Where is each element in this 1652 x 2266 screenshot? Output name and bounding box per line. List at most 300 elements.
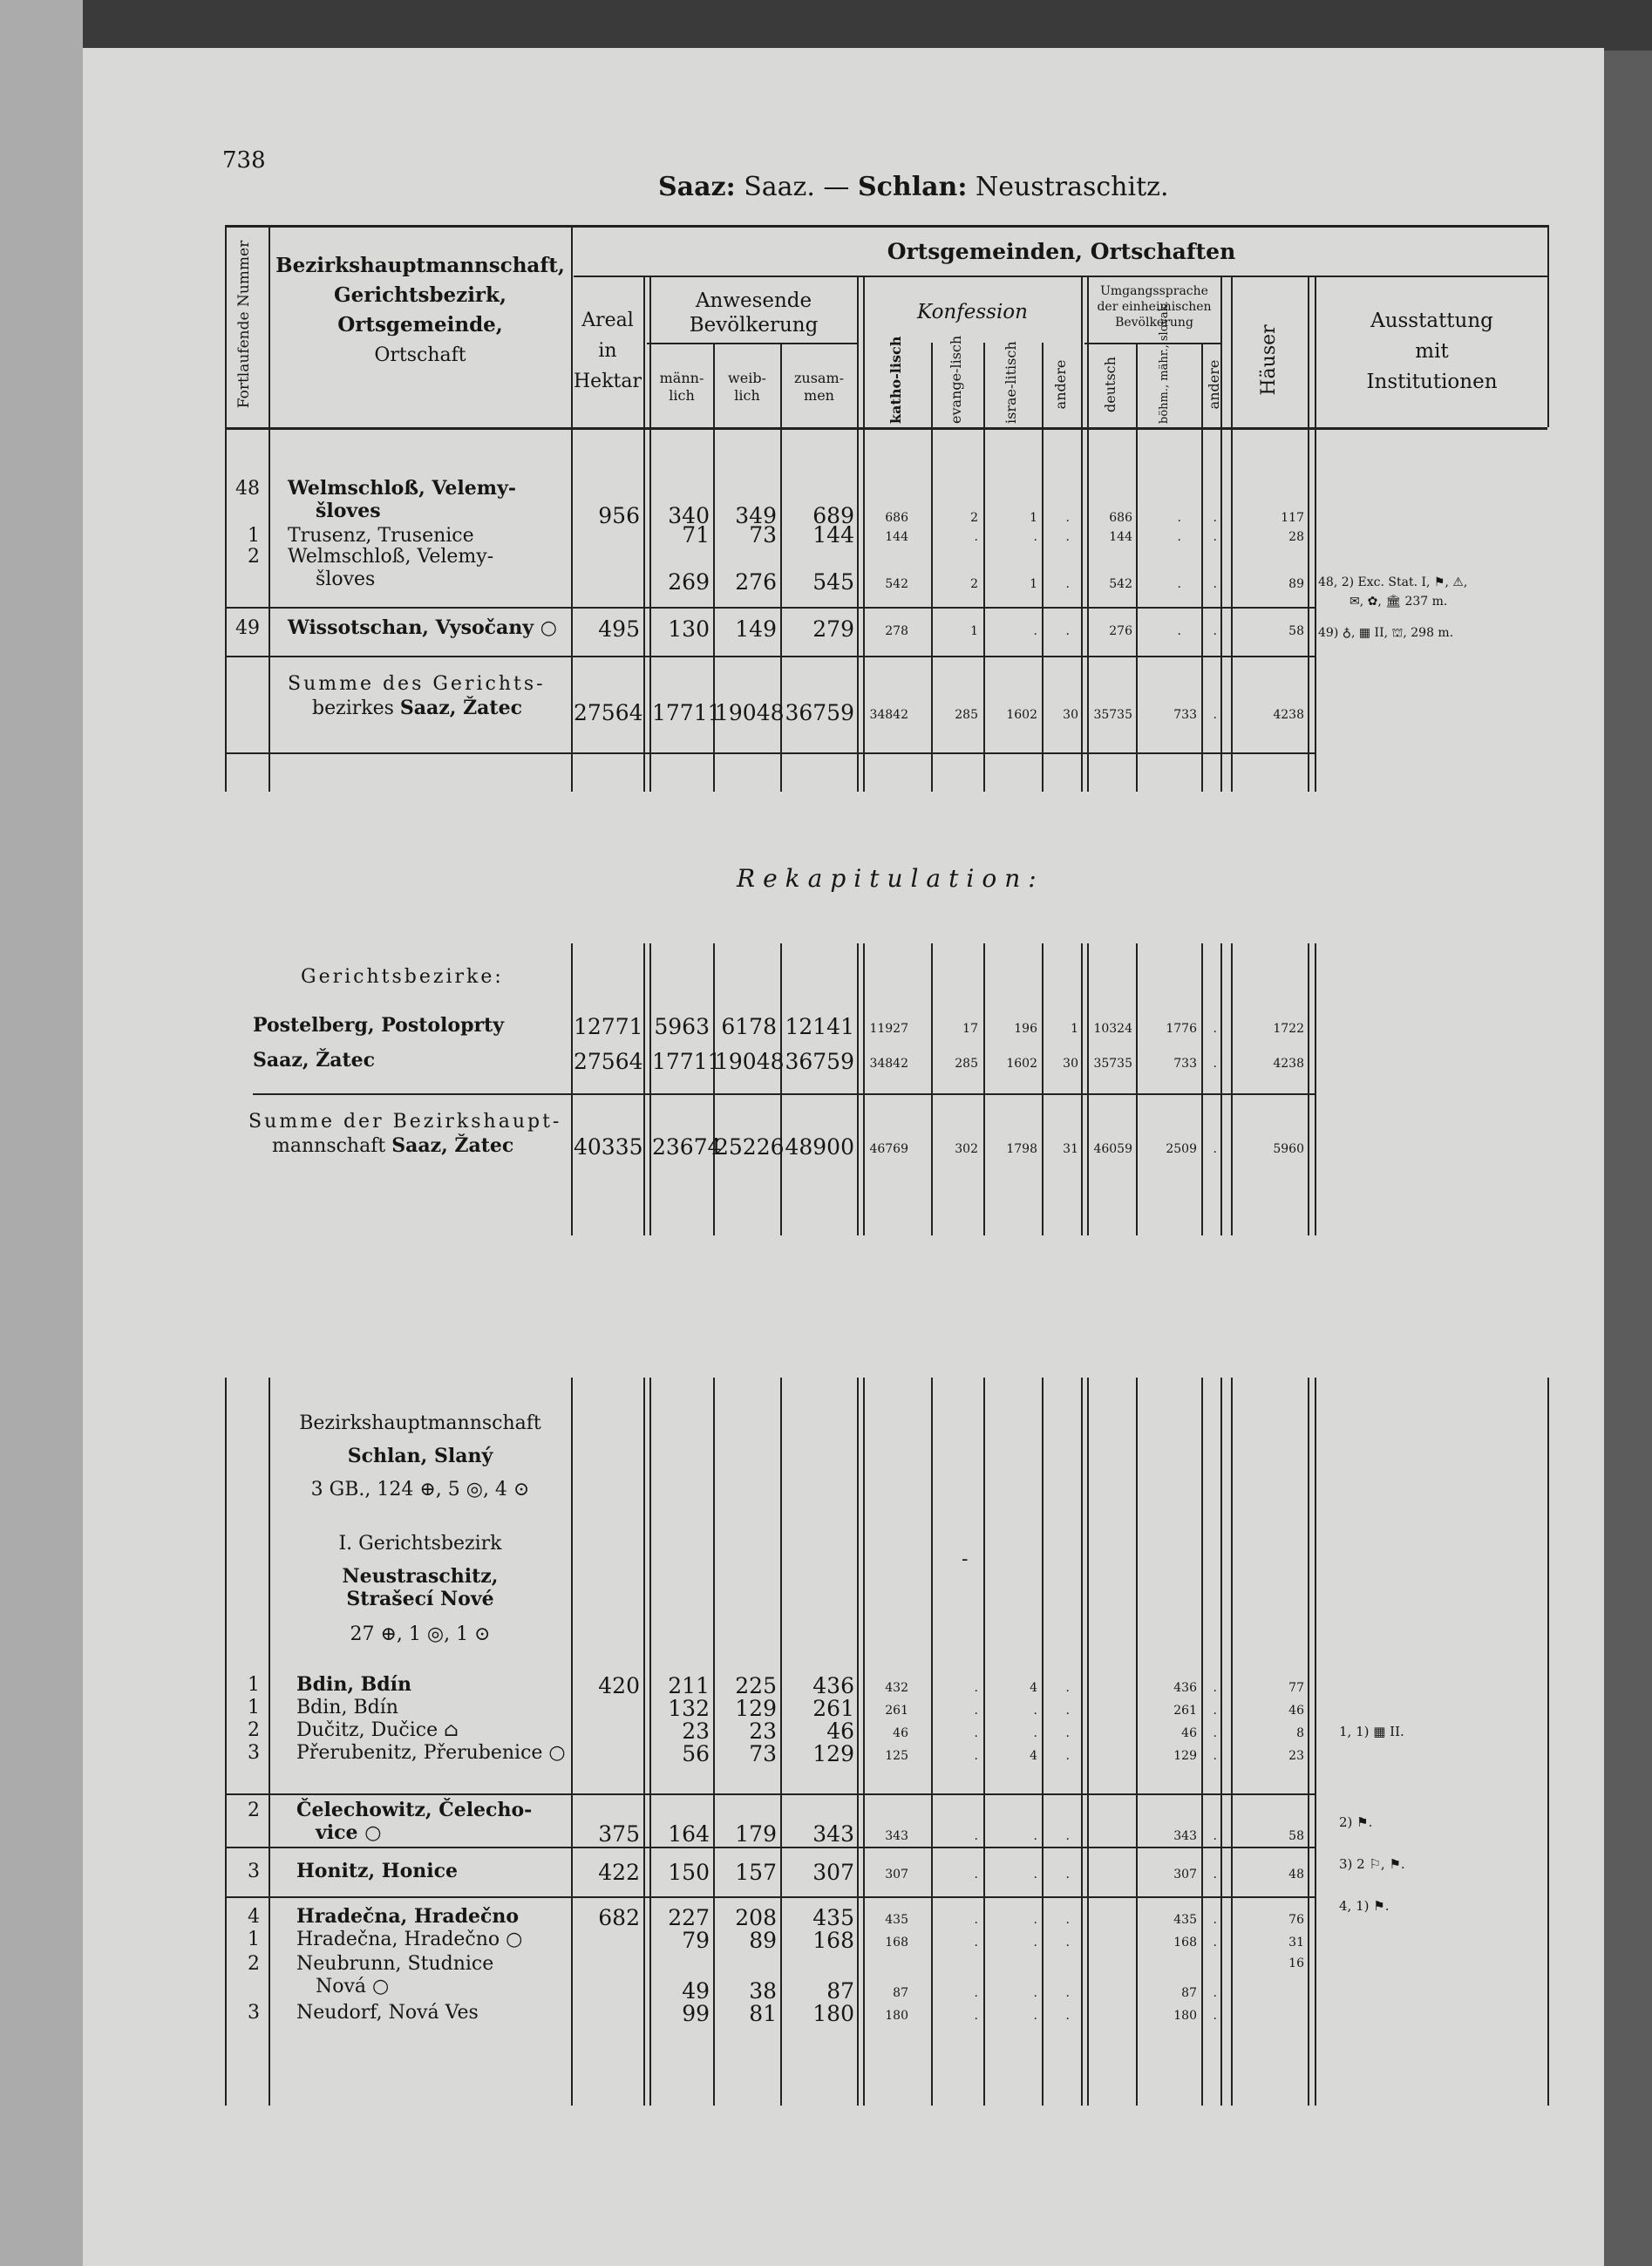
cell-z: 689 xyxy=(812,503,854,528)
scan-top-edge xyxy=(83,0,1652,51)
cell-de: 180 xyxy=(1173,2009,1197,2023)
cell-name: Trusenz, Trusenice xyxy=(288,525,474,547)
cell-de: 261 xyxy=(1173,1704,1197,1718)
running-head-part: Saaz. xyxy=(744,172,815,202)
cell-ha: 23 xyxy=(1288,1749,1304,1763)
column-rule xyxy=(571,1378,573,2106)
cell-m: 227 xyxy=(668,1905,710,1930)
cell-w: 19048 xyxy=(715,700,785,725)
cell-is: . xyxy=(1033,1913,1037,1927)
column-rule xyxy=(1231,1378,1233,2106)
column-rule xyxy=(1201,343,1203,792)
cell-nr: 49 xyxy=(235,617,260,639)
cell-w: 157 xyxy=(735,1860,777,1885)
column-rule xyxy=(643,276,645,792)
cell-m: 71 xyxy=(682,522,710,548)
cell-an2: . xyxy=(1213,1022,1217,1036)
cell-name: Wissotschan, Vysočany ○ xyxy=(288,616,557,639)
cell-ev: . xyxy=(974,530,978,544)
aus-note: 1, 1) ▦ II. xyxy=(1339,1724,1404,1739)
header-w: weib- xyxy=(728,370,766,386)
cell-areal: 422 xyxy=(598,1860,640,1885)
column-rule xyxy=(1136,343,1138,792)
schlan-gb: Strašecí Nové xyxy=(346,1588,494,1610)
cell-z: 436 xyxy=(812,1673,854,1698)
cell-name: Nová ○ xyxy=(316,1976,390,1997)
header-and2: andere xyxy=(1206,359,1222,410)
header-isr: israe-litisch xyxy=(1003,341,1019,424)
cell-ka: 343 xyxy=(885,1829,908,1843)
schlan-bh: Schlan, Slaný xyxy=(347,1445,493,1467)
column-rule xyxy=(863,943,865,1235)
cell-ha: 31 xyxy=(1288,1936,1304,1950)
cell-an: . xyxy=(1065,624,1070,638)
cell-is: . xyxy=(1033,2009,1037,2023)
column-rule xyxy=(1081,276,1083,792)
cell-z: 129 xyxy=(812,1741,854,1766)
row-rule xyxy=(253,1093,1315,1095)
cell-ev: 17 xyxy=(962,1022,978,1036)
cell-w: 25226 xyxy=(715,1134,785,1160)
cell-an: . xyxy=(1065,511,1070,525)
header-rule xyxy=(647,343,858,344)
running-head-part: — xyxy=(823,172,850,202)
cell-m: 17711 xyxy=(652,1049,722,1074)
cell-is: . xyxy=(1033,1868,1037,1882)
row-rule xyxy=(225,656,1315,657)
cell-is: 1602 xyxy=(1006,1057,1037,1071)
cell-w: 89 xyxy=(749,1928,777,1953)
cell-ev: . xyxy=(974,1704,978,1718)
cell-w: 73 xyxy=(749,522,777,548)
rekap-gb: Gerichtsbezirke: xyxy=(301,966,504,988)
header-umg: Umgangssprache xyxy=(1100,284,1208,298)
cell-m: 164 xyxy=(668,1821,710,1847)
cell-an: . xyxy=(1065,1749,1070,1763)
cell-is: . xyxy=(1033,1936,1037,1950)
cell-is: 1 xyxy=(1030,577,1037,591)
cell-an2: . xyxy=(1213,511,1217,525)
cell-ka: 34842 xyxy=(869,708,908,722)
header-areal: Hektar xyxy=(573,371,642,392)
cell-z: 12141 xyxy=(785,1014,854,1039)
cell-nr: 3 xyxy=(248,2002,260,2024)
cell-bo: . xyxy=(1213,1749,1217,1763)
cell-is: . xyxy=(1033,530,1037,544)
column-rule xyxy=(269,225,270,792)
cell-areal: 40335 xyxy=(574,1134,643,1160)
cell-nr: 1 xyxy=(248,1929,260,1950)
summe-gb-label-part: bezirkes xyxy=(312,697,394,719)
cell-nr: 2 xyxy=(248,1953,260,1975)
header-hae: Häuser xyxy=(1258,324,1280,396)
cell-ka: 686 xyxy=(885,511,908,525)
column-rule xyxy=(1220,943,1222,1235)
cell-an: . xyxy=(1065,1726,1070,1740)
page-number: 738 xyxy=(222,147,266,174)
cell-bo: . xyxy=(1213,1913,1217,1927)
cell-bo: . xyxy=(1213,1829,1217,1843)
cell-ha: 5960 xyxy=(1273,1142,1304,1156)
header-aus: Ausstattung xyxy=(1370,310,1493,332)
cell-bo: . xyxy=(1213,1868,1217,1882)
rekap-name: Postelberg, Postoloprty xyxy=(253,1014,504,1037)
cell-an: 31 xyxy=(1063,1142,1078,1156)
cell-name: Neubrunn, Studnice xyxy=(296,1953,494,1975)
cell-an2: . xyxy=(1213,530,1217,544)
cell-z: 36759 xyxy=(785,1049,854,1074)
cell-bo: . xyxy=(1177,624,1181,638)
aus-note: 3) 2 ⚐, ⚑. xyxy=(1339,1856,1405,1872)
cell-ha: 58 xyxy=(1288,624,1304,638)
cell-ka: 542 xyxy=(885,577,908,591)
cell-ev: . xyxy=(974,1749,978,1763)
cell-ha: 117 xyxy=(1281,511,1304,525)
cell-m: 150 xyxy=(668,1860,710,1885)
cell-nr: 3 xyxy=(248,1861,260,1882)
cell-areal: 420 xyxy=(598,1673,640,1698)
header-bottom-rule xyxy=(225,427,1547,430)
cell-ka: 180 xyxy=(885,2009,908,2023)
cell-ev: 1 xyxy=(970,624,978,638)
column-rule xyxy=(983,343,985,792)
cell-is: 4 xyxy=(1030,1681,1037,1695)
cell-bo: 2509 xyxy=(1166,1142,1197,1156)
cell-m: 17711 xyxy=(652,700,722,725)
cell-ev: . xyxy=(974,1681,978,1695)
summe-gb-label xyxy=(312,697,522,719)
cell-de: 276 xyxy=(1109,624,1132,638)
table-top-rule xyxy=(225,225,1547,228)
cell-is: 1798 xyxy=(1006,1142,1037,1156)
header-rule xyxy=(574,276,1547,277)
row-rule xyxy=(225,607,1315,609)
cell-bo: . xyxy=(1213,1726,1217,1740)
header-aus: Institutionen xyxy=(1366,371,1498,393)
cell-ev: 2 xyxy=(970,511,978,525)
cell-z: 180 xyxy=(812,2001,854,2026)
cell-is: . xyxy=(1033,1704,1037,1718)
header-z: men xyxy=(804,387,834,404)
column-rule xyxy=(857,276,859,792)
cell-areal: 375 xyxy=(598,1821,640,1847)
row-rule xyxy=(225,1896,1315,1898)
cell-name: Dučitz, Dučice ⌂ xyxy=(296,1719,459,1741)
cell-an: . xyxy=(1065,1913,1070,1927)
rekap-sum-label-part: Saaz, Žatec xyxy=(391,1134,514,1157)
column-rule xyxy=(857,943,859,1235)
cell-ka: 11927 xyxy=(869,1022,908,1036)
cell-w: 349 xyxy=(735,503,777,528)
column-rule xyxy=(1231,943,1233,1235)
column-rule xyxy=(1220,1378,1222,2106)
cell-name: Hradečna, Hradečno xyxy=(296,1905,520,1928)
cell-m: 99 xyxy=(682,2001,710,2026)
cell-m: 49 xyxy=(682,1978,710,2004)
cell-nr: 2 xyxy=(248,1800,260,1821)
column-rule xyxy=(1042,343,1044,792)
cell-de: 10324 xyxy=(1093,1022,1132,1036)
column-rule xyxy=(713,943,715,1235)
cell-z: 307 xyxy=(812,1860,854,1885)
column-rule xyxy=(780,1378,782,2106)
cell-de: 129 xyxy=(1173,1749,1197,1763)
cell-bo: . xyxy=(1177,530,1181,544)
header-bez: Ortschaft xyxy=(374,344,466,366)
column-rule xyxy=(649,1378,651,2106)
column-rule xyxy=(1315,943,1316,1235)
cell-w: 225 xyxy=(735,1673,777,1698)
header-umg: Bevölkerung xyxy=(1115,316,1193,330)
cell-an: . xyxy=(1065,1868,1070,1882)
cell-ka: 34842 xyxy=(869,1057,908,1071)
aus-note: 49) ♁, ▦ II, ⛫, 298 m. xyxy=(1318,626,1454,640)
schlan-gb: I. Gerichtsbezirk xyxy=(338,1533,502,1555)
cell-nr: 2 xyxy=(248,1719,260,1741)
cell-areal: 27564 xyxy=(574,1049,643,1074)
cell-ev: . xyxy=(974,1726,978,1740)
header-bez: Ortsgemeinde, xyxy=(337,313,503,337)
cell-ha: 4238 xyxy=(1273,708,1304,722)
cell-z: 435 xyxy=(812,1905,854,1930)
column-rule xyxy=(1547,1378,1549,2106)
cell-m: 23674 xyxy=(652,1134,722,1160)
cell-ha: 28 xyxy=(1288,530,1304,544)
cell-areal: 495 xyxy=(598,616,640,642)
cell-nr: 1 xyxy=(248,1697,260,1718)
cell-ev: . xyxy=(974,2009,978,2023)
column-rule xyxy=(1087,943,1089,1235)
aus-note: 4, 1) ⚑. xyxy=(1339,1898,1390,1914)
cell-bo: . xyxy=(1213,1936,1217,1950)
cell-name: Bdin, Bdín xyxy=(296,1673,411,1696)
cell-name: Neudorf, Nová Ves xyxy=(296,2002,479,2024)
cell-ha: 89 xyxy=(1288,577,1304,591)
cell-ka: 432 xyxy=(885,1681,908,1695)
cell-m: 340 xyxy=(668,503,710,528)
cell-de: 144 xyxy=(1109,530,1132,544)
cell-an: . xyxy=(1065,1986,1070,2000)
column-rule xyxy=(225,1378,227,2106)
cell-de: 46 xyxy=(1181,1726,1197,1740)
cell-ka: 307 xyxy=(885,1868,908,1882)
cell-areal: 12771 xyxy=(574,1014,643,1039)
cell-bo: . xyxy=(1177,577,1181,591)
cell-ha: 46 xyxy=(1288,1704,1304,1718)
cell-w: 179 xyxy=(735,1821,777,1847)
cell-ha: 4238 xyxy=(1273,1057,1304,1071)
column-rule xyxy=(269,1378,270,2106)
cell-nr: 1 xyxy=(248,525,260,547)
column-rule xyxy=(1087,1378,1089,2106)
header-aus: mit xyxy=(1415,340,1449,363)
header-umg: der einheimischen xyxy=(1097,300,1212,314)
cell-an2: . xyxy=(1213,624,1217,638)
cell-w: 73 xyxy=(749,1741,777,1766)
cell-ka: 435 xyxy=(885,1913,908,1927)
cell-is: 4 xyxy=(1030,1749,1037,1763)
column-rule xyxy=(1042,943,1044,1235)
aus-note: 48, 2) Exc. Stat. I, ⚑, ⚠, xyxy=(1318,575,1468,589)
cell-ha: 48 xyxy=(1288,1868,1304,1882)
cell-ka: 125 xyxy=(885,1749,908,1763)
cell-an: . xyxy=(1065,1681,1070,1695)
header-and: andere xyxy=(1052,359,1069,410)
column-rule xyxy=(931,943,933,1235)
cell-m: 5963 xyxy=(654,1014,710,1039)
cell-an: . xyxy=(1065,1829,1070,1843)
cell-areal: 27564 xyxy=(574,700,643,725)
cell-an: 30 xyxy=(1063,1057,1078,1071)
column-rule xyxy=(1308,1378,1309,2106)
column-rule xyxy=(1201,943,1203,1235)
cell-ka: 46769 xyxy=(869,1142,908,1156)
cell-bo: 1776 xyxy=(1166,1022,1197,1036)
cell-name: Bdin, Bdín xyxy=(296,1697,398,1718)
cell-z: 36759 xyxy=(785,700,854,725)
row-rule xyxy=(225,1793,1315,1795)
column-rule xyxy=(1136,943,1138,1235)
cell-an: . xyxy=(1065,1704,1070,1718)
cell-is: . xyxy=(1033,624,1037,638)
cell-w: 129 xyxy=(735,1696,777,1721)
cell-name: Welmschloß, Velemy- xyxy=(288,546,494,568)
column-rule xyxy=(1081,943,1083,1235)
cell-w: 6178 xyxy=(721,1014,777,1039)
cell-ev: 285 xyxy=(955,708,978,722)
column-rule xyxy=(1308,276,1309,792)
stray-dash: - xyxy=(962,1548,969,1570)
running-head-part: Saaz: xyxy=(658,172,736,202)
cell-name: Honitz, Honice xyxy=(296,1860,458,1882)
cell-w: 149 xyxy=(735,616,777,642)
header-w: lich xyxy=(734,387,760,404)
header-deut: deutsch xyxy=(1102,357,1118,412)
cell-bo: . xyxy=(1213,1986,1217,2000)
cell-ev: . xyxy=(974,1829,978,1843)
cell-bo: 733 xyxy=(1173,708,1197,722)
cell-w: 276 xyxy=(735,569,777,595)
header-anw: Anwesende xyxy=(695,289,812,312)
schlan-gb: 27 ⊕, 1 ◎, 1 ⊙ xyxy=(350,1623,491,1645)
rekap-title: Rekapitulation: xyxy=(737,864,1044,893)
header-anw: Bevölkerung xyxy=(689,314,819,337)
schlan-bh: Bezirkshauptmannschaft xyxy=(299,1412,541,1434)
cell-is: 1602 xyxy=(1006,708,1037,722)
cell-ev: . xyxy=(974,1868,978,1882)
cell-ev: . xyxy=(974,1913,978,1927)
cell-m: 132 xyxy=(668,1696,710,1721)
cell-bo: . xyxy=(1213,1681,1217,1695)
cell-ev: . xyxy=(974,1986,978,2000)
cell-z: 168 xyxy=(812,1928,854,1953)
column-rule xyxy=(571,943,573,1235)
cell-an: . xyxy=(1065,2009,1070,2023)
schlan-bh: 3 GB., 124 ⊕, 5 ◎, 4 ⊙ xyxy=(310,1479,530,1500)
summe-gb-label-part: Saaz, Žatec xyxy=(399,697,522,719)
cell-w: 23 xyxy=(749,1718,777,1744)
running-head xyxy=(658,173,1169,203)
cell-ka: 261 xyxy=(885,1704,908,1718)
cell-an2: . xyxy=(1213,1142,1217,1156)
header-z: zusam- xyxy=(793,370,845,386)
cell-ev: 2 xyxy=(970,577,978,591)
cell-de: 307 xyxy=(1173,1868,1197,1882)
header-top: Ortsgemeinden, Ortschaften xyxy=(887,239,1236,264)
cell-areal: 956 xyxy=(598,503,640,528)
column-rule xyxy=(983,943,985,1235)
cell-name: šloves xyxy=(316,500,381,522)
cell-an: . xyxy=(1065,577,1070,591)
rekap-sum-label: Summe der Bezirkshaupt- xyxy=(248,1111,562,1133)
cell-de: 686 xyxy=(1109,511,1132,525)
cell-bo: . xyxy=(1177,511,1181,525)
cell-name: Čelechowitz, Čelecho- xyxy=(296,1799,533,1821)
header-boh: böhm., mähr., slovak. xyxy=(1158,301,1171,424)
scan-right-edge xyxy=(1604,51,1652,2266)
header-m: männ- xyxy=(659,370,704,386)
cell-w: 19048 xyxy=(715,1049,785,1074)
cell-ha: 8 xyxy=(1296,1726,1304,1740)
cell-de: 168 xyxy=(1173,1936,1197,1950)
rekap-name: Saaz, Žatec xyxy=(253,1049,376,1072)
cell-is: 1 xyxy=(1030,511,1037,525)
header-konf: Konfession xyxy=(917,301,1028,323)
rekap-sum-label xyxy=(272,1135,513,1157)
header-evang: evange-lisch xyxy=(948,335,964,424)
cell-w: 38 xyxy=(749,1978,777,2004)
header-bez: Gerichtsbezirk, xyxy=(333,283,506,307)
cell-z: 46 xyxy=(826,1718,854,1744)
cell-is: . xyxy=(1033,1986,1037,2000)
cell-de: 35735 xyxy=(1093,1057,1132,1071)
cell-nr: 4 xyxy=(248,1906,260,1928)
cell-z: 545 xyxy=(812,569,854,595)
cell-m: 79 xyxy=(682,1928,710,1953)
cell-ha: 16 xyxy=(1288,1956,1304,1970)
cell-bo: . xyxy=(1213,2009,1217,2023)
cell-name: Hradečna, Hradečno ○ xyxy=(296,1929,523,1950)
column-rule xyxy=(857,1378,859,2106)
cell-w: 81 xyxy=(749,2001,777,2026)
cell-de: 343 xyxy=(1173,1829,1197,1843)
cell-an: . xyxy=(1065,1936,1070,1950)
cell-m: 211 xyxy=(668,1673,710,1698)
cell-de: 435 xyxy=(1173,1913,1197,1927)
cell-ha: 77 xyxy=(1288,1681,1304,1695)
column-rule xyxy=(1547,225,1549,427)
column-rule xyxy=(1315,1378,1316,2106)
cell-ka: 168 xyxy=(885,1936,908,1950)
cell-z: 48900 xyxy=(785,1134,854,1160)
header-fortl: Fortlaufende Nummer xyxy=(235,240,253,409)
cell-an: 30 xyxy=(1063,708,1078,722)
cell-an: 1 xyxy=(1071,1022,1078,1036)
cell-de: 542 xyxy=(1109,577,1132,591)
cell-de: 46059 xyxy=(1093,1142,1132,1156)
cell-is: . xyxy=(1033,1829,1037,1843)
cell-bo: . xyxy=(1213,1704,1217,1718)
cell-ka: 278 xyxy=(885,624,908,638)
column-rule xyxy=(649,943,651,1235)
column-rule xyxy=(1308,943,1309,1235)
column-rule xyxy=(643,1378,645,2106)
cell-z: 343 xyxy=(812,1821,854,1847)
column-rule xyxy=(649,276,651,792)
cell-z: 279 xyxy=(812,616,854,642)
cell-is: . xyxy=(1033,1726,1037,1740)
cell-m: 23 xyxy=(682,1718,710,1744)
